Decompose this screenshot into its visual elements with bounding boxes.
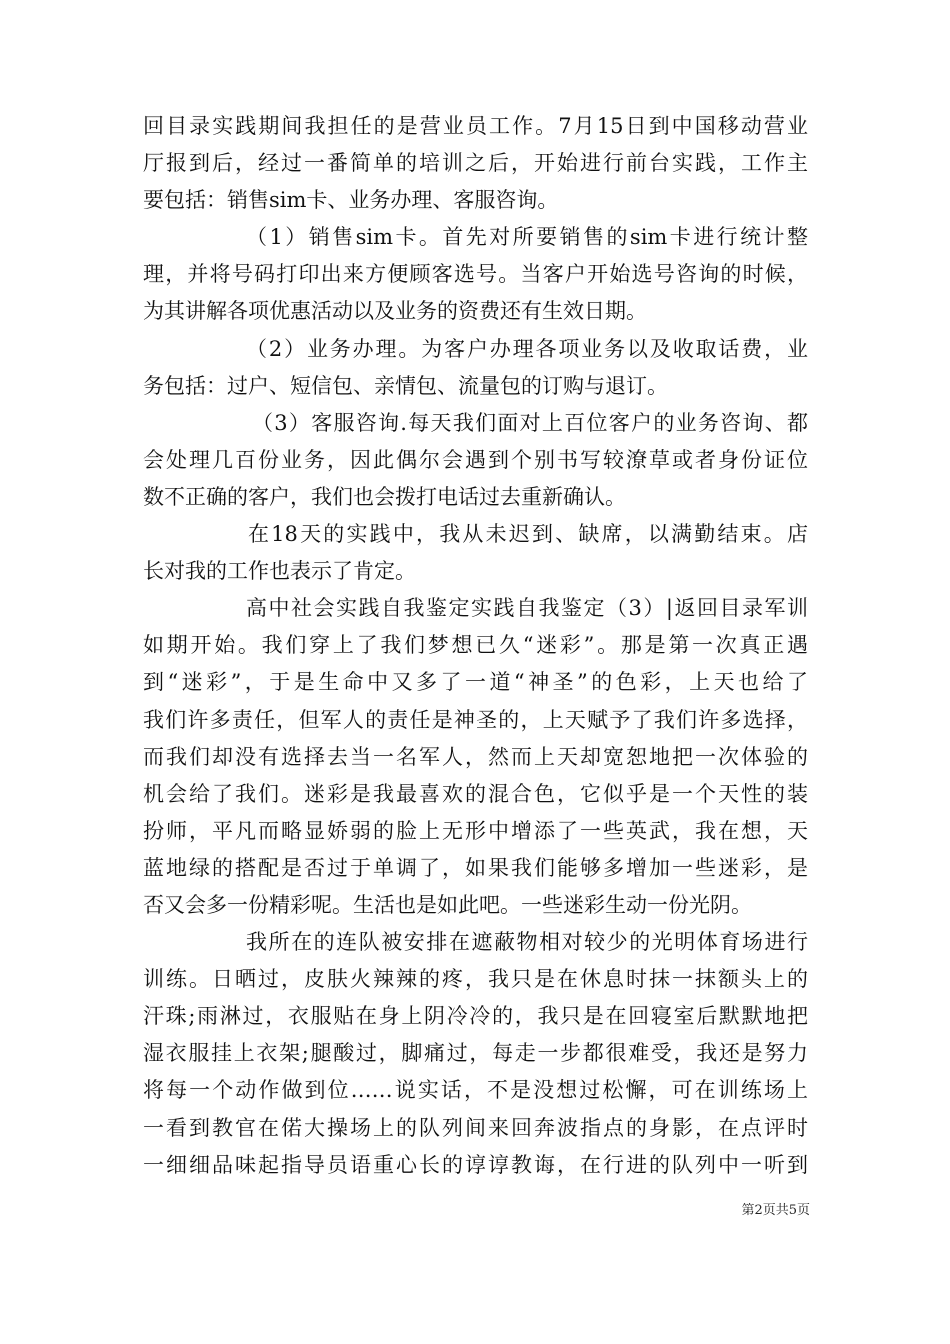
text-line: 一细细品味起指导员语重心长的谆谆教诲，在行进的队列中一听到 xyxy=(143,1152,808,1177)
text-line: （2）业务办理。为客户办理各项业务以及收取话费，业 xyxy=(246,336,808,361)
text-line: 否又会多一份精彩呢。生活也是如此吧。一些迷彩生动一份光阴。 xyxy=(143,892,752,917)
text-line: 我们许多责任，但军人的责任是神圣的，上天赋予了我们许多选择， xyxy=(143,707,808,732)
text-line: 厅报到后，经过一番简单的培训之后，开始进行前台实践，工作主 xyxy=(143,151,808,176)
text-line: 扮师，平凡而略显娇弱的脸上无形中增添了一些英武，我在想，天 xyxy=(143,818,808,843)
text-line: 机会给了我们。迷彩是我最喜欢的混合色，它似乎是一个天性的装 xyxy=(143,781,808,806)
text-line: 长对我的工作也表示了肯定。 xyxy=(143,559,416,584)
text-line: 一看到教官在偌大操场上的队列间来回奔波指点的身影，在点评时 xyxy=(143,1115,808,1140)
text-line: 务包括：过户、短信包、亲情包、流量包的订购与退订。 xyxy=(143,373,668,398)
document-body xyxy=(143,108,808,1184)
text-line: 高中社会实践自我鉴定实践自我鉴定（3）|返回目录军训 xyxy=(246,596,808,621)
text-line: 要包括：销售sim卡、业务办理、客服咨询。 xyxy=(143,188,559,213)
text-line: 会处理几百份业务，因此偶尔会遇到个别书写较潦草或者身份证位 xyxy=(143,447,808,472)
text-line: 如期开始。我们穿上了我们梦想已久“迷彩”。那是第一次真正遇 xyxy=(143,633,808,658)
text-line: 到“迷彩”，于是生命中又多了一道“神圣”的色彩，上天也给了 xyxy=(143,670,808,695)
text-line: 理，并将号码打印出来方便顾客选号。当客户开始选号咨询的时候， xyxy=(143,262,808,287)
text-line: 将每一个动作做到位……说实话，不是没想过松懈，可在训练场上 xyxy=(143,1078,808,1103)
text-line: 我所在的连队被安排在遮蔽物相对较少的光明体育场进行 xyxy=(246,930,808,955)
text-line: （1）销售sim卡。首先对所要销售的sim卡进行统计整 xyxy=(246,225,808,250)
text-line: 湿衣服挂上衣架;腿酸过，脚痛过，每走一步都很难受，我还是努力 xyxy=(143,1041,808,1066)
page-number: 第2页共5页 xyxy=(741,1203,810,1218)
text-line: 为其讲解各项优惠活动以及业务的资费还有生效日期。 xyxy=(143,299,647,324)
text-line: （3）客服咨询.每天我们面对上百位客户的业务咨询、都 xyxy=(252,410,808,435)
text-line: 数不正确的客户，我们也会拨打电话过去重新确认。 xyxy=(143,484,626,509)
text-line: 回目录实践期间我担任的是营业员工作。7月15日到中国移动营业 xyxy=(143,114,808,138)
text-line: 汗珠;雨淋过，衣服贴在身上阴冷冷的，我只是在回寝室后默默地把 xyxy=(143,1004,808,1029)
text-line: 而我们却没有选择去当一名军人，然而上天却宽恕地把一次体验的 xyxy=(143,744,808,769)
text-line: 蓝地绿的搭配是否过于单调了，如果我们能够多增加一些迷彩，是 xyxy=(143,855,808,880)
text-line: 训练。日晒过，皮肤火辣辣的疼，我只是在休息时抹一抹额头上的 xyxy=(143,967,808,992)
text-line: 在18天的实践中，我从未迟到、缺席，以满勤结束。店 xyxy=(248,522,808,547)
